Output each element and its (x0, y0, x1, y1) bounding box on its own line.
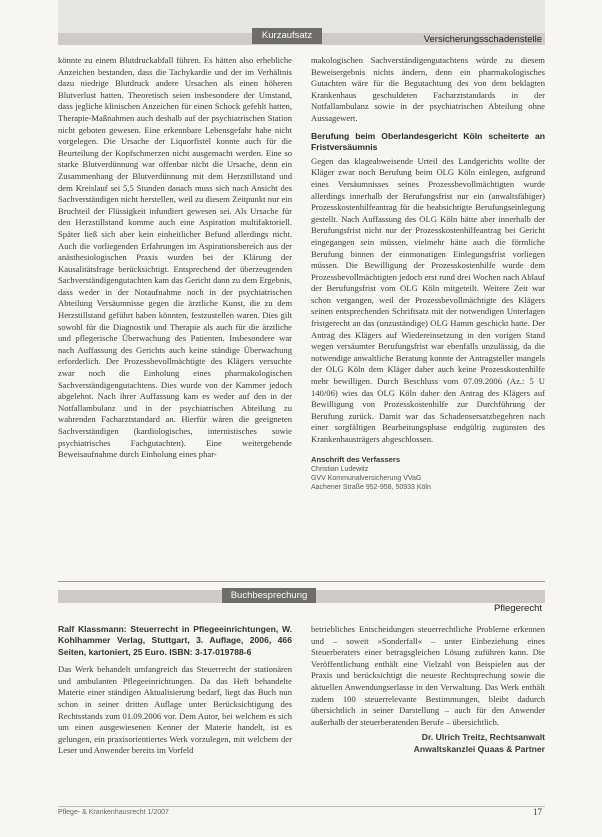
review-right-column (311, 624, 545, 756)
article-paragraph: könnte zu einem Blutdruckabfall führen. Es hätten also erhebliche Anzeichen bestanden, dass die Tachykardie und der im Verhältnis dazu niedrige Blutdruck andere Ursachen als einen höheren Blutverlust hatten. Theoretisch seien insbesondere der Umstand, dass jegliche klinischen Anzeichen für einen Schock gefehlt hatten, Therapie-Maßnahmen auch deshalb auf der psychiatrischen Station nicht geboten gewesen. Eine erkennbare Lebensgefahr habe nicht vorgelegen. Die Ursache der Liquorfistel konnte auch für die Beurteilung der Kopfschmerzen nicht ausgemacht werden. Eine so starke Blutverdünnung war offenbar nicht die Ursache, denn ein Zusammenhang der Blutverdünnung mit dem Herzstillstand und dem Kreislauf sei 5,5 Stunden danach muss sich nach Ansicht des Sachverständigen nicht herstellen, weil zu diesem Zeitpunkt nur ein Bruchteil der Flüssigkeit infundiert gewesen sei. Als Ursache für den Herzstillstand komme auch eine Aspiration multifaktoriell. Später ließ sich aber kein einheitlicher Befund allerdings nicht. Auch die vorliegenden Erfahrungen im Aspirationsbereich aus der anästhesiologischen Praxis wurden bei der Klärung der Kausalitätsfrage berücksichtigt. Entsprechend der überzeugenden Sachverständigengutachten kam das Gericht dann zu dem Ergebnis, dass weder in der Notaufnahme noch in der psychiatrischen Abteilung Versäumnisse gegen die ärztliche Kunst, die zu dem Herzstillstand geführt haben könnten, festzustellen waren. Dies gilt sowohl für die Diagnostik und Therapie als auch für die ärztliche und pflegerische Überwachung des Patienten. Insbesondere war nach Auffassung des Gerichts auch keine ständige Überwachung erforderlich. Der Prozessbevollmächtigte des Klägers versuchte zwar noch die Einholung eines pharmakologischen Sachverständigengutachtens. Dies wurde von der Kammer jedoch abgelehnt. Nach ihrer Auffassung kam es weder auf den in der Notfallambulanz und in der psychiatrischen Abteilung zu wahrenden Facharztstandard an. Hierfür wären die geeigneten Sachverständigen (kardiologisches, internistisches sowie psychiatrisches Fachgutachten). Eine weitergehende Beweisaufnahme durch Einholung eines phar- (58, 55, 292, 460)
review-paragraph: Das Werk behandelt umfangreich das Steuerrecht der stationären und ambulanten Pflegeeinrichtungen. Da das Heft behandelte Materie einer ständigen Aktualisierung bedarf, liegt das Buch nun schon in seiner dritten Auflage unter Berücksichtigung des Rechtsstands zum 01.09.2006 vor. Dem Autor, bei welchem es sich um einen ausgewiesenen Kenner der Materie handelt, ist es gelungen, ein praxisorientiertes Werk vorzulegen, mit welchem der Leser und Anwender bereits im Vorfeld (58, 664, 292, 756)
article-paragraph: Gegen das klageabweisende Urteil des Landgerichts wollte der Kläger zwar noch Berufung beim OLG Köln einlegen, aufgrund eines Versäumnisses seines Prozessbevollmächtigten wurde allerdings innerhalb der Berufungsfrist nur ein (anwaltsfähiger) Prozesskostenhilfeantrag für die beabsichtigte Berufungseinlegung gestellt. Nach Auffassung des OLG Köln hätte aber innerhalb der Berufungsfrist nicht nur der Prozesskostenhilfeantrag bei Gericht eingegangen sein müssen, vielmehr hätte auch die förmliche Berufung binnen der einmonatigen Einlegungsfrist vorliegen müssen. Die Bewilligung der Prozesskostenhilfe wurde dem Prozessbevollmächtigten jedoch erst rund drei Wochen nach Ablauf der Berufungsfrist vom OLG Köln mitgeteilt. Weitere Zeit war schon vergangen, weil der Prozessbevollmächtigte des Klägers seinen entsprechenden Schriftsatz mit der notwendigen Unterlagen fristgerecht an das (unzuständige) OLG Hamm geschickt hatte. Der Antrag des Klägers auf Wiedereinsetzung in den vorigen Stand wegen versäumter Berufungsfrist war ebenfalls unzulässig, da die notwendige anwaltliche Beratung konnte der Antragsteller mangels der OLG Köln dem Kläger daher auch keine Prozesskostenhilfe mehr bewilligen. Durch Beschluss vom 07.09.2006 (Az.: 5 U 140/06) wies das OLG Köln daher den Antrag des Klägers auf Bewilligung von Prozesskostenhilfe zur Durchführung der Berufung zurück. Damit war das Schadensersatzbegehren nach einer sorgfältigen Bearbeitungsphase endgültig zugunsten des Krankenhausträgers abgeschlossen. (311, 155, 545, 444)
author-name: Christian Ludewitz (311, 466, 369, 474)
review-left-column (58, 624, 292, 761)
article-paragraph: makologischen Sachverständigengutachtens würde zu diesem Beweisergebnis nichts ändern, denn ein pharmakologisches Gutachten wäre für die Begutachtung des von dem beklagten Krankenhaus geschuldeten Facharztstandards in der Notfallambulanz sowie in der psychiatrischen Abteilung ohne Aussagewert. (311, 55, 545, 123)
reviewer-firm: Anwaltskanzlei Quaas & Partner (413, 743, 545, 754)
header-tab-label: Kurzaufsatz (252, 28, 322, 44)
reviewer-name: Dr. Ulrich Treitz, Rechtsanwalt (421, 732, 545, 743)
article-left-column (58, 55, 292, 465)
author-address-heading: Anschrift des Verfassers (311, 454, 401, 464)
author-address: Aachener Straße 952-958, 50933 Köln (311, 484, 431, 492)
section-divider (58, 581, 545, 582)
review-paragraph: betriebliches Entscheidungen steuerrechtliche Probleme erkennen und – soweit »Sonderfall« – unter Einbeziehung eines Steuerberaters einer betragsgleichen Lösung zuführen kann. Die Veröffentlichung enthält eine Vielzahl von Beispielen aus der Praxis und berücksichtigt die neueste Rechtsprechung sowie die aktuellen Anwendungserlasse in den Verwaltung. Das Werk enthält zudem 100 steuerrelevante Bestimmungen, bleibt dadurch übersichtlich in seiner Darstellung – auch für den Anwender außerhalb der steuerberatenden Berufe – übersichtlich. (311, 624, 545, 727)
author-organisation: GVV Kommunalversicherung VVaG (311, 475, 422, 483)
article-right-column (311, 55, 545, 492)
book-title: Ralf Klassmann: Steuerrecht in Pflegeeinrichtungen, W. Kohlhammer Verlag, Stuttgart, 3. Auflage, 2006, 466 Seiten, kartoniert, 25 Euro. ISBN: 3-17-019788-6 (58, 624, 292, 657)
footer-rule (58, 806, 545, 807)
article-subheading: Berufung beim Oberlandesgericht Köln scheiterte an Fristversäumnis (311, 130, 545, 153)
header-section-label: Versicherungsschadenstelle (423, 34, 542, 45)
section-category-label: Pflegerecht (493, 603, 542, 614)
footer-journal: Pflege- & Krankenhausrecht 1/2007 (58, 809, 169, 816)
section-tab-label: Buchbesprechung (222, 588, 316, 603)
page-number: 17 (533, 807, 542, 817)
